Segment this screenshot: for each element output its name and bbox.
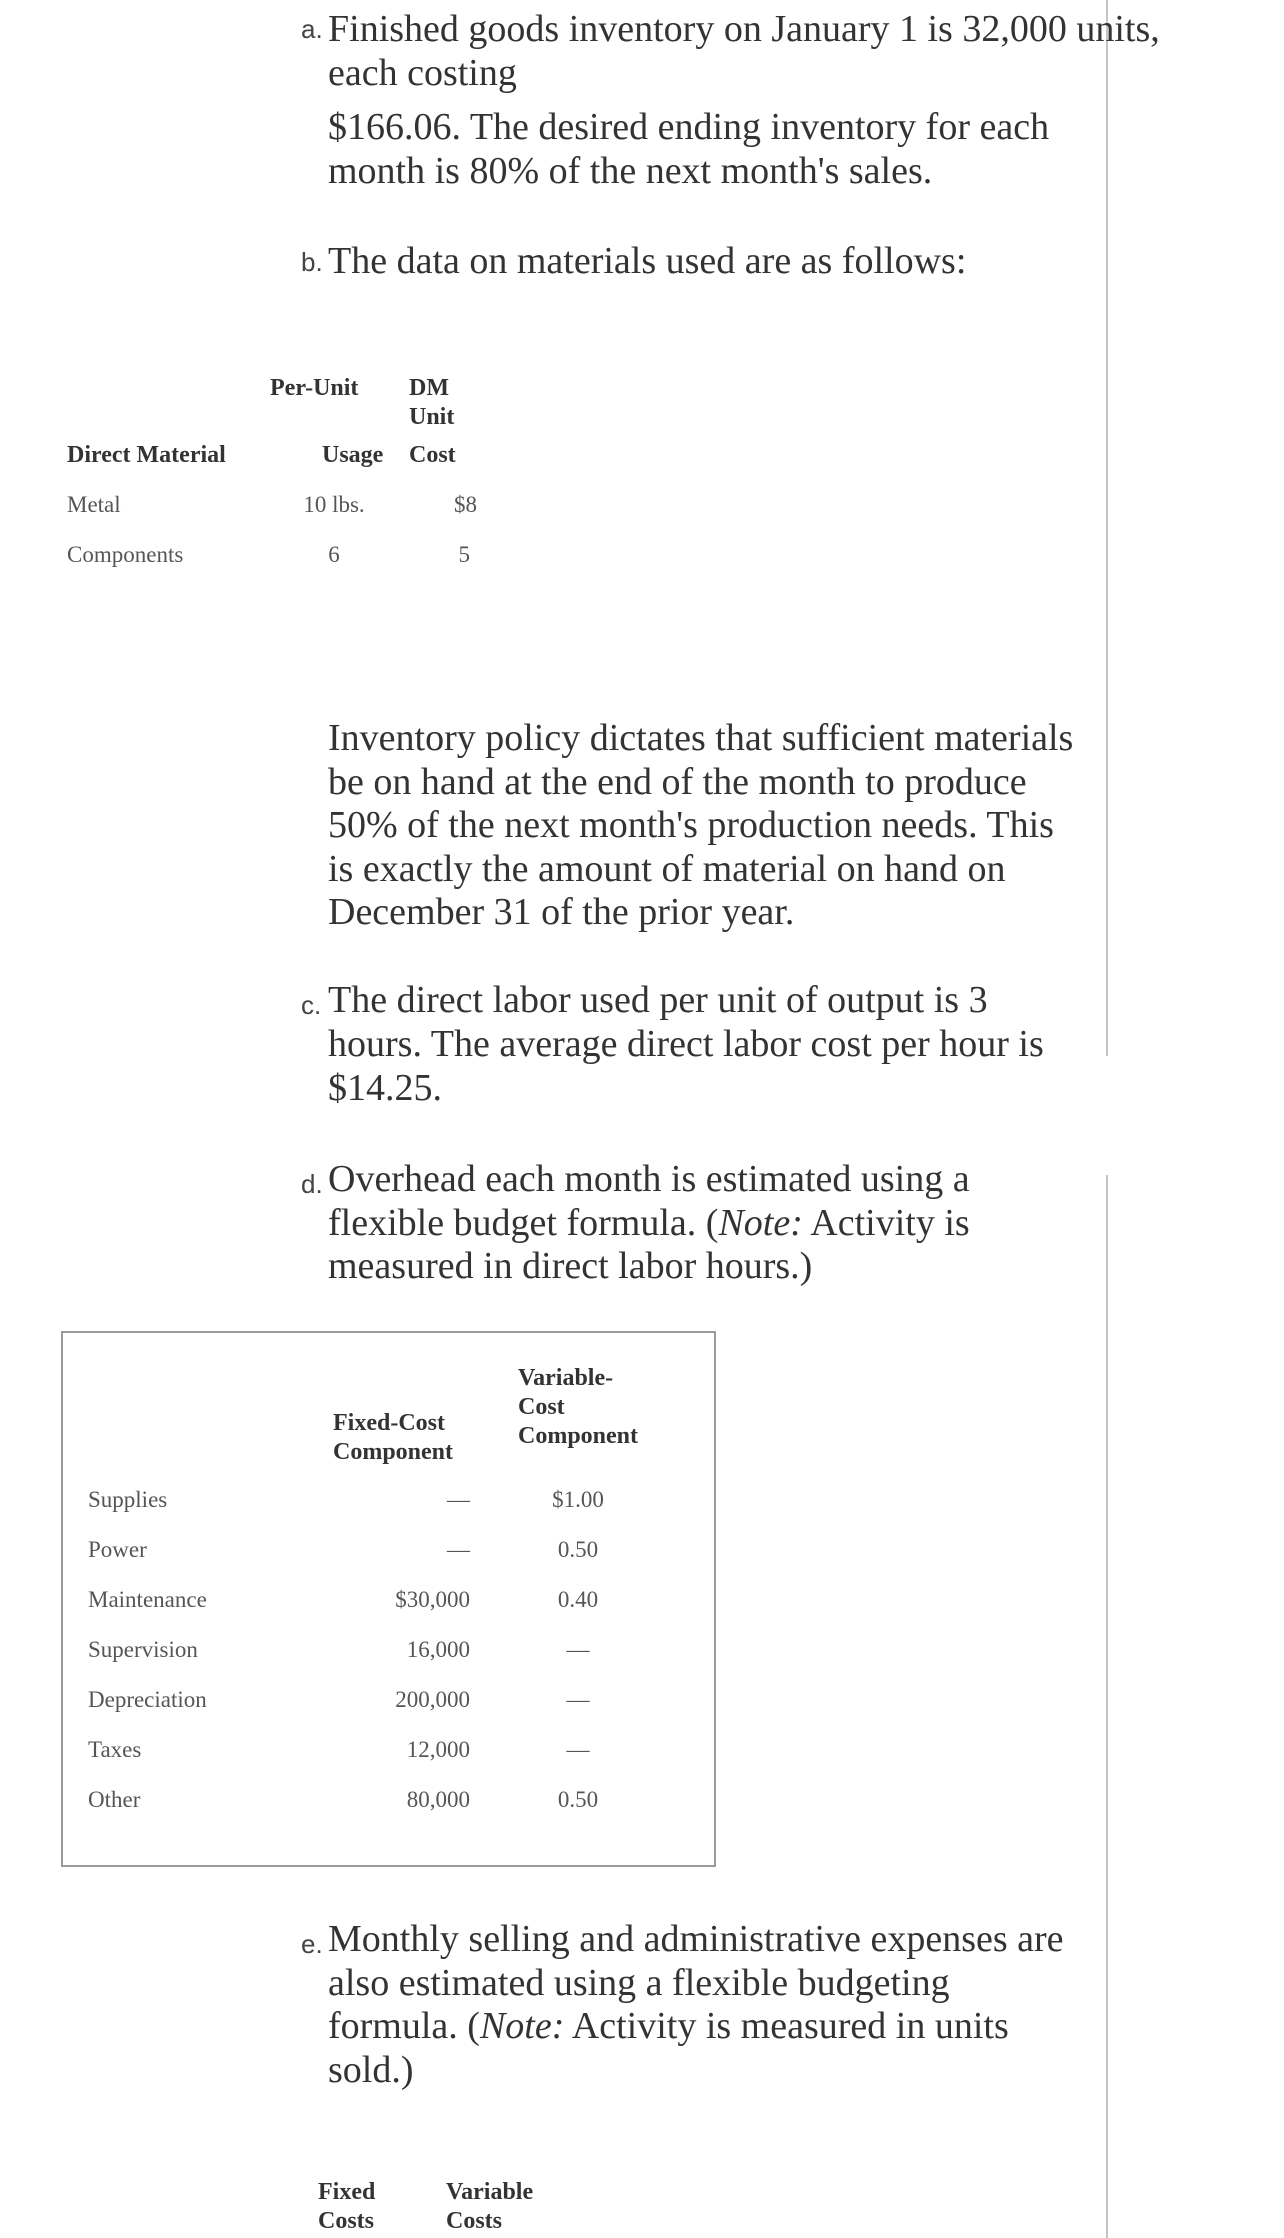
header-fixed-costs-2: Costs <box>318 2208 375 2234</box>
header-variable-2: Cost <box>518 1394 565 1420</box>
overhead-name: Other <box>88 1787 141 1812</box>
header-variable-costs-2: Costs <box>446 2208 503 2234</box>
item-e-line4: sold.) <box>328 2049 414 2091</box>
overhead-fixed: — <box>447 1487 470 1512</box>
overhead-name: Depreciation <box>88 1687 207 1712</box>
material-usage: 6 <box>328 542 340 567</box>
item-d-line3: measured in direct labor hours.) <box>328 1245 813 1287</box>
policy-line: Inventory policy dictates that sufficient materials <box>328 717 1074 759</box>
overhead-name: Maintenance <box>88 1587 207 1612</box>
overhead-variable: — <box>566 1687 590 1712</box>
policy-line: be on hand at the end of the month to produce <box>328 761 1027 803</box>
item-d-line2-end: Activity is <box>802 1202 970 1244</box>
item-c-marker: c. <box>301 990 322 1020</box>
right-border-lower <box>1106 1175 1108 2238</box>
overhead-variable: $1.00 <box>552 1487 604 1512</box>
policy-line: is exactly the amount of material on hand on <box>328 848 1006 890</box>
material-name: Metal <box>67 492 121 517</box>
item-a-line4: month is 80% of the next month's sales. <box>328 150 933 192</box>
overhead-variable: 0.40 <box>557 1587 599 1612</box>
item-b-marker: b. <box>301 247 323 277</box>
item-e-line1: Monthly selling and administrative expenses are <box>328 1918 1064 1960</box>
item-a-line3: $166.06. The desired ending inventory for each <box>328 106 1050 148</box>
item-a-marker: a. <box>301 14 323 44</box>
overhead-fixed: 12,000 <box>406 1737 470 1762</box>
header-direct-material: Direct Material <box>67 442 226 468</box>
policy-line: 50% of the next month's production needs. This <box>328 804 1054 846</box>
item-e-line3 <box>328 2004 1009 2048</box>
overhead-name: Supervision <box>88 1637 198 1662</box>
item-e-note: Note: <box>479 2005 565 2047</box>
item-e-marker: e. <box>301 1929 323 1959</box>
overhead-variable: — <box>566 1637 590 1662</box>
item-c-line: $14.25. <box>328 1067 442 1109</box>
overhead-fixed: $30,000 <box>395 1587 470 1612</box>
item-d-line1: Overhead each month is estimated using a <box>328 1158 970 1200</box>
header-variable-3: Component <box>518 1423 639 1449</box>
item-e-line2: also estimated using a flexible budgeting <box>328 1962 950 2004</box>
item-e-line3-text: formula. ( <box>328 2005 480 2047</box>
policy-line: December 31 of the prior year. <box>328 891 795 933</box>
overhead-name: Power <box>88 1537 147 1562</box>
item-c-line: hours. The average direct labor cost per hour is <box>328 1023 1044 1065</box>
header-variable-1: Variable- <box>518 1365 614 1391</box>
material-cost: 5 <box>458 542 470 567</box>
header-variable-costs-1: Variable <box>446 2179 534 2205</box>
item-b-text: The data on materials used are as follows: <box>328 240 967 282</box>
item-c-line: The direct labor used per unit of output is 3 <box>328 979 988 1021</box>
item-d-marker: d. <box>301 1169 323 1199</box>
overhead-fixed: 200,000 <box>395 1687 470 1712</box>
material-cost: $8 <box>454 492 477 517</box>
item-d-note: Note: <box>718 1202 803 1244</box>
header-fixed-costs-1: Fixed <box>318 2179 376 2205</box>
header-fixed-1: Fixed-Cost <box>333 1410 445 1436</box>
header-dm: DM <box>409 375 449 401</box>
overhead-variable: — <box>566 1737 590 1762</box>
overhead-fixed: 16,000 <box>406 1637 470 1662</box>
material-name: Components <box>67 542 184 567</box>
header-per-unit: Per-Unit <box>270 375 359 401</box>
material-usage: 10 lbs. <box>303 492 365 517</box>
item-d-line2 <box>328 1201 970 1245</box>
header-unit: Unit <box>409 404 455 430</box>
item-a-line1: Finished goods inventory on January 1 is 32,000 units, <box>328 8 1160 50</box>
item-e-line3-end: Activity is measured in units <box>564 2005 1009 2047</box>
overhead-fixed: 80,000 <box>406 1787 470 1812</box>
overhead-name: Supplies <box>88 1487 168 1512</box>
item-a-line2: each costing <box>328 52 517 94</box>
overhead-name: Taxes <box>88 1737 142 1762</box>
header-usage: Usage <box>322 442 384 468</box>
item-d-line2-text: flexible budget formula. ( <box>328 1202 719 1244</box>
header-cost: Cost <box>409 442 456 468</box>
overhead-fixed: — <box>447 1537 470 1562</box>
right-border-upper <box>1106 0 1108 1056</box>
header-fixed-2: Component <box>333 1439 454 1465</box>
overhead-variable: 0.50 <box>557 1787 599 1812</box>
overhead-variable: 0.50 <box>557 1537 599 1562</box>
